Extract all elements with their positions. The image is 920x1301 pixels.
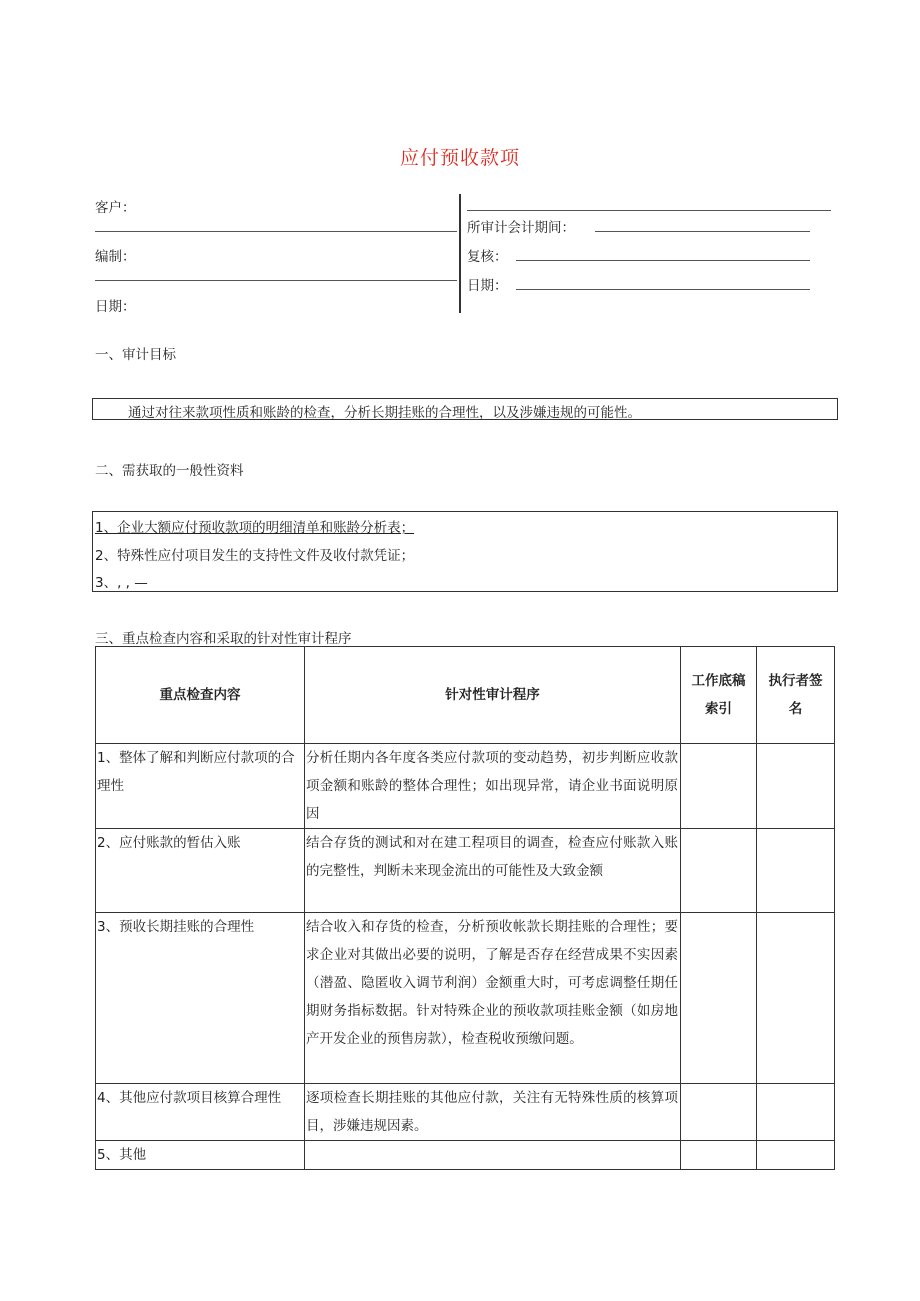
section-materials-heading: 二、需获取的一般性资料	[95, 463, 244, 479]
table-row	[96, 1141, 835, 1170]
index-cell[interactable]	[681, 829, 757, 913]
materials-item: 3、, , —	[95, 575, 148, 591]
client-field-line[interactable]	[95, 231, 457, 232]
date-field-line[interactable]	[516, 289, 810, 290]
table-header-row	[96, 647, 835, 744]
review-field-line[interactable]	[516, 260, 810, 261]
table-row	[96, 744, 835, 829]
table-row	[96, 829, 835, 913]
section-audit-objective-heading: 一、审计目标	[95, 347, 176, 363]
prepared-field-line[interactable]	[95, 280, 457, 281]
signature-cell[interactable]	[757, 913, 835, 1084]
date-label-right: 日期：	[467, 278, 508, 294]
check-content-cell: 2、应付账款的暂估入账	[96, 829, 305, 913]
check-content-cell: 1、整体了解和判断应付款项的合理性	[96, 744, 305, 829]
right-top-line	[467, 210, 831, 211]
procedure-cell: 逐项检查长期挂账的其他应付款，关注有无特殊性质的核算项目，涉嫌违规因素。	[305, 1084, 681, 1141]
procedure-cell: 分析任期内各年度各类应付款项的变动趋势，初步判断应收款项金额和账龄的整体合理性；如出现异常，请企业书面说明原因	[305, 744, 681, 829]
column-header-index: 工作底稿索引	[681, 647, 757, 744]
signature-cell[interactable]	[757, 1141, 835, 1170]
check-content-cell: 3、预收长期挂账的合理性	[96, 913, 305, 1084]
table-row	[96, 1084, 835, 1141]
materials-item: 1、企业大额应付预收款项的明细清单和账龄分析表；	[95, 520, 415, 536]
header-divider	[459, 194, 461, 313]
table-row	[96, 913, 835, 1084]
signature-cell[interactable]	[757, 744, 835, 829]
section-procedures-heading: 三、重点检查内容和采取的针对性审计程序	[95, 631, 352, 647]
index-cell[interactable]	[681, 1141, 757, 1170]
signature-cell[interactable]	[757, 829, 835, 913]
procedure-cell: 结合存货的测试和对在建工程项目的调查，检查应付账款入账的完整性，判断未来现金流出的可能性及大致金额	[305, 829, 681, 913]
procedure-cell[interactable]	[305, 1141, 681, 1170]
column-header-procedure: 针对性审计程序	[305, 647, 681, 744]
date-label-left: 日期：	[95, 299, 136, 315]
signature-cell[interactable]	[757, 1084, 835, 1141]
period-label: 所审计会计期间：	[467, 220, 575, 236]
audit-procedures-table	[95, 646, 835, 1170]
client-label: 客户：	[95, 200, 136, 216]
audit-objective-text: 通过对往来款项性质和账龄的检查，分析长期挂账的合理性，以及涉嫌违规的可能性。	[128, 405, 641, 421]
index-cell[interactable]	[681, 744, 757, 829]
column-header-content: 重点检查内容	[96, 647, 305, 744]
review-label: 复核：	[467, 249, 508, 265]
check-content-cell: 5、其他	[96, 1141, 305, 1170]
period-field-line[interactable]	[595, 231, 810, 232]
check-content-cell: 4、其他应付款项目核算合理性	[96, 1084, 305, 1141]
index-cell[interactable]	[681, 913, 757, 1084]
procedure-cell: 结合收入和存货的检查，分析预收帐款长期挂账的合理性；要求企业对其做出必要的说明，了解是否存在经营成果不实因素（潜盈、隐匿收入调节利润）金额重大时，可考虑调整任期任期财务指标数据。针对特殊企业的预收款项挂账金额（如房地产开发企业的预售房款），检查税收预缴问题。	[305, 913, 681, 1084]
index-cell[interactable]	[681, 1084, 757, 1141]
page-title: 应付预收款项	[399, 147, 520, 169]
column-header-signature: 执行者签名	[757, 647, 835, 744]
materials-item: 2、特殊性应付项目发生的支持性文件及收付款凭证；	[95, 548, 415, 564]
prepared-label: 编制：	[95, 249, 136, 265]
